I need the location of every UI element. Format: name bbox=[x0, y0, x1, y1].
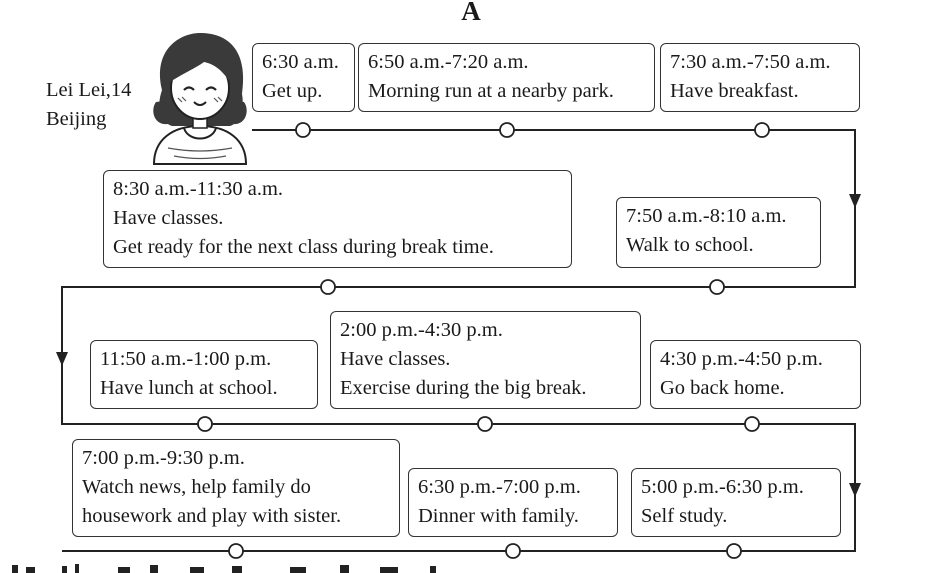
schedule-card-self-study bbox=[631, 468, 841, 537]
timeline-node-11 bbox=[229, 544, 243, 558]
schedule-activity: Morning run at a nearby park. bbox=[368, 80, 614, 102]
schedule-activity: Dinner with family. bbox=[418, 505, 579, 527]
schedule-card-lunch bbox=[90, 340, 318, 409]
schedule-card-morning-classes bbox=[103, 170, 572, 268]
timeline-node-2 bbox=[500, 123, 514, 137]
schedule-activity: Watch news, help family do bbox=[82, 476, 311, 498]
schedule-activity: Have breakfast. bbox=[670, 80, 799, 102]
schedule-time: 6:50 a.m.-7:20 a.m. bbox=[368, 51, 529, 73]
page-title: A bbox=[461, 0, 481, 26]
schedule-card-afternoon-classes bbox=[330, 311, 641, 409]
schedule-activity: Have classes. bbox=[340, 348, 451, 370]
schedule-activity: Self study. bbox=[641, 505, 728, 527]
timeline-node-3 bbox=[755, 123, 769, 137]
timeline-node-7 bbox=[478, 417, 492, 431]
timeline-node-5 bbox=[321, 280, 335, 294]
timeline-node-10 bbox=[506, 544, 520, 558]
arrow-down-icon bbox=[56, 352, 68, 366]
schedule-time: 6:30 a.m. bbox=[262, 51, 339, 73]
schedule-activity: Walk to school. bbox=[626, 234, 754, 256]
schedule-time: 2:00 p.m.-4:30 p.m. bbox=[340, 319, 503, 341]
schedule-activity: Get up. bbox=[262, 80, 323, 102]
schedule-time: 4:30 p.m.-4:50 p.m. bbox=[660, 348, 823, 370]
schedule-card-walk-to-school bbox=[616, 197, 821, 268]
person-label bbox=[46, 76, 131, 134]
schedule-activity: Have classes. bbox=[113, 207, 224, 229]
person-name-age: Lei Lei,14 bbox=[46, 79, 132, 101]
schedule-time: 6:30 p.m.-7:00 p.m. bbox=[418, 476, 581, 498]
schedule-activity: Have lunch at school. bbox=[100, 377, 278, 399]
schedule-card-evening bbox=[72, 439, 400, 537]
schedule-card-go-home bbox=[650, 340, 861, 409]
timeline-node-1 bbox=[296, 123, 310, 137]
schedule-card-morning-run bbox=[358, 43, 655, 112]
person-city: Beijing bbox=[46, 108, 107, 130]
timeline-node-6 bbox=[198, 417, 212, 431]
arrow-down-icon bbox=[849, 483, 861, 497]
schedule-activity: Get ready for the next class during break time. bbox=[113, 236, 494, 258]
schedule-activity: housework and play with sister. bbox=[82, 505, 342, 527]
arrow-down-icon bbox=[849, 194, 861, 208]
schedule-card-breakfast bbox=[660, 43, 860, 112]
schedule-time: 7:50 a.m.-8:10 a.m. bbox=[626, 205, 787, 227]
schedule-card-get-up bbox=[252, 43, 355, 112]
schedule-time: 7:00 p.m.-9:30 p.m. bbox=[82, 447, 245, 469]
schedule-time: 11:50 a.m.-1:00 p.m. bbox=[100, 348, 272, 370]
timeline-node-4 bbox=[710, 280, 724, 294]
schedule-time: 7:30 a.m.-7:50 a.m. bbox=[670, 51, 831, 73]
schedule-activity: Go back home. bbox=[660, 377, 785, 399]
schedule-card-dinner bbox=[408, 468, 618, 537]
schedule-time: 8:30 a.m.-11:30 a.m. bbox=[113, 178, 284, 200]
girl-avatar bbox=[148, 30, 252, 166]
timeline-node-8 bbox=[745, 417, 759, 431]
timeline-node-9 bbox=[727, 544, 741, 558]
schedule-activity: Exercise during the big break. bbox=[340, 377, 587, 399]
cropped-text-fragment bbox=[0, 562, 560, 573]
schedule-time: 5:00 p.m.-6:30 p.m. bbox=[641, 476, 804, 498]
